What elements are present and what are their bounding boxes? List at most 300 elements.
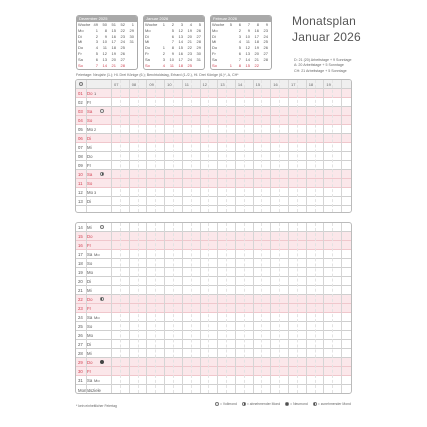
half-hour-divider: [226, 80, 227, 212]
half-hour-divider: [297, 80, 298, 212]
day-number: 20: [78, 279, 83, 284]
mini-calendar-weekday: Mi: [145, 39, 150, 45]
mini-calendar-day: 3: [162, 56, 165, 62]
mini-calendar-day: 8: [256, 22, 259, 27]
column-divider: [253, 80, 254, 212]
half-hour-divider: [208, 223, 209, 393]
mini-calendar-day: 12: [245, 45, 250, 51]
mini-calendar-day: 21: [187, 39, 192, 45]
note-line: A: 20 Arbeitstage + 5 Sonntage: [294, 63, 344, 68]
column-divider: [146, 80, 147, 212]
mini-calendar-weekday: Fr: [145, 51, 149, 56]
mini-calendar-day: 16: [111, 33, 116, 39]
mini-calendar-day: 17: [178, 56, 183, 62]
mini-calendar-day: 2: [162, 51, 165, 56]
day-number: 17: [78, 252, 83, 257]
mini-calendar-day: 29: [129, 27, 134, 33]
day-number: 09: [78, 163, 83, 168]
mini-calendar-day: 8: [238, 62, 241, 68]
weekday-label: So: [87, 324, 93, 329]
day-number: 11: [78, 181, 83, 186]
weekday-label: Sa: [87, 378, 93, 383]
column-divider: [288, 80, 289, 212]
hour-label: 12: [202, 82, 207, 87]
mini-calendar-day: 23: [187, 51, 192, 56]
mini-calendar-day: 4: [95, 45, 98, 51]
mini-calendar-day: 11: [102, 45, 107, 51]
day-number: 31: [78, 378, 83, 383]
weekday-label: Mo: [87, 270, 93, 275]
half-hour-divider: [332, 80, 333, 212]
day-row[interactable]: [76, 367, 351, 376]
week-number: Mo: [94, 315, 100, 320]
mini-calendar-day: 25: [263, 39, 268, 45]
hour-label: 19: [326, 82, 331, 87]
mini-calendar-day: 26: [196, 27, 201, 33]
mini-calendar-weekday: Mo: [212, 27, 218, 33]
half-hour-divider: [120, 80, 121, 212]
mini-calendar-weekday: Di: [78, 33, 82, 39]
hour-label: 09: [149, 82, 154, 87]
mini-calendar-day: 7: [238, 56, 241, 62]
mini-calendar-day: 22: [187, 45, 192, 51]
half-hour-divider: [191, 80, 192, 212]
moon-phase-icon: [100, 297, 104, 301]
mini-calendar-day: 6: [171, 33, 174, 39]
hour-label: 14: [237, 82, 243, 87]
day-row[interactable]: [76, 241, 351, 250]
mini-calendar-day: 1: [162, 22, 165, 27]
column-divider: [323, 80, 324, 212]
weekday-label: Mo: [87, 190, 93, 195]
workday-notes: [294, 58, 351, 74]
mini-calendar-day: 50: [102, 22, 107, 27]
mini-calendar-day: 8: [171, 45, 174, 51]
mini-calendar-weekday: Di: [145, 33, 149, 39]
mini-calendar-day: 4: [189, 22, 192, 27]
column-divider: [182, 80, 183, 212]
day-number: 05: [78, 127, 83, 132]
column-divider: [217, 223, 218, 393]
mini-calendar-weekday: Do: [212, 45, 218, 51]
weekday-label: Mo: [87, 333, 93, 338]
mini-calendar-day: 29: [196, 45, 201, 51]
day-row[interactable]: [76, 304, 351, 313]
half-hour-divider: [155, 223, 156, 393]
mini-calendar-day: 6: [238, 51, 241, 56]
day-row[interactable]: [76, 250, 351, 259]
day-row[interactable]: [76, 232, 351, 241]
mini-calendar-day: 31: [129, 39, 134, 45]
mini-calendar-day: 24: [263, 33, 268, 39]
day-row[interactable]: [76, 89, 351, 98]
mini-calendar-jan: [143, 15, 205, 70]
day-number: 12: [78, 190, 83, 195]
mini-calendar-day: 49: [93, 22, 98, 27]
note-line: CH: 21 Arbeitstage + 5 Sonntage: [294, 68, 347, 73]
mini-calendar-weekday: Woche: [145, 22, 158, 27]
half-hour-divider: [315, 223, 316, 393]
mini-calendar-day: 6: [238, 22, 241, 27]
mini-calendar-day: 12: [178, 27, 183, 33]
mini-calendar-weekday: Sa: [212, 56, 217, 62]
day-number: 19: [78, 270, 83, 275]
mini-calendar-day: 51: [111, 22, 116, 27]
mini-calendar-weekday: Fr: [212, 51, 216, 56]
day-number: 27: [78, 342, 83, 347]
planner-table-1: [75, 79, 352, 213]
weekday-label: Di: [87, 199, 92, 204]
weekday-label: So: [87, 118, 93, 123]
mini-calendar-day: 28: [196, 39, 201, 45]
day-row[interactable]: [76, 98, 351, 107]
mini-calendar-day: 12: [102, 51, 107, 56]
mini-calendar-weekday: Do: [78, 45, 84, 51]
mini-calendar-day: 10: [169, 56, 174, 62]
weekday-label: Fr: [87, 306, 92, 311]
weekday-label: Mi: [87, 288, 92, 293]
column-divider: [164, 223, 165, 393]
column-divider: [86, 80, 87, 212]
mini-calendar-day: 8: [104, 27, 107, 33]
mini-calendar-day: 1: [162, 45, 165, 51]
weekday-label: Di: [87, 342, 92, 347]
moon-legend: [210, 402, 351, 406]
mini-calendar-day: 20: [254, 51, 259, 56]
half-hour-divider: [155, 80, 156, 212]
day-number: 15: [78, 234, 83, 239]
mini-calendar-day: 14: [245, 56, 250, 62]
mini-calendar-day: 3: [180, 22, 183, 27]
day-row[interactable]: [76, 116, 351, 125]
mini-calendar-day: 16: [254, 27, 259, 33]
column-divider: [235, 223, 236, 393]
day-number: 07: [78, 145, 83, 150]
mini-calendar-day: 19: [187, 27, 192, 33]
day-row[interactable]: [76, 286, 351, 295]
mini-calendar-weekday: Mo: [145, 27, 151, 33]
column-divider: [129, 80, 130, 212]
mini-calendar-day: 9: [104, 33, 107, 39]
legend-label: = Neumond: [290, 402, 308, 406]
day-row[interactable]: [76, 322, 351, 331]
hour-label: 16: [273, 82, 278, 87]
half-hour-divider: [261, 80, 262, 212]
day-row[interactable]: [76, 143, 351, 152]
hour-label: 11: [184, 82, 189, 87]
day-number: 02: [78, 100, 83, 105]
day-row[interactable]: [76, 277, 351, 286]
mini-calendar-day: 5: [198, 22, 201, 27]
weekday-label: Sa: [87, 315, 93, 320]
hour-label: 13: [220, 82, 225, 87]
weekday-label: Fr: [87, 100, 92, 105]
day-number: 06: [78, 136, 83, 141]
column-divider: [270, 223, 271, 393]
hour-label: 10: [167, 82, 172, 87]
mini-calendar-day: 27: [263, 51, 268, 56]
day-row[interactable]: [76, 313, 351, 322]
mini-calendar-row: [78, 63, 136, 69]
mini-calendar-day: 13: [245, 51, 250, 56]
mini-calendar-title: Dezember 2025: [77, 16, 137, 22]
day-row[interactable]: [76, 331, 351, 340]
half-hour-divider: [332, 223, 333, 393]
hour-label: 07: [114, 82, 119, 87]
half-hour-divider: [173, 223, 174, 393]
day-number: 28: [78, 351, 83, 356]
weekday-label: Mo: [87, 127, 93, 132]
mini-calendar-day: 10: [102, 39, 107, 45]
column-divider: [200, 80, 201, 212]
mini-calendar-day: 1: [229, 62, 232, 68]
mini-calendar-day: 4: [238, 39, 241, 45]
day-number: 14: [78, 225, 83, 230]
mini-calendar-day: 1: [95, 27, 98, 33]
weekday-label: Do: [87, 297, 93, 302]
column-divider: [306, 223, 307, 393]
hour-label: 15: [255, 82, 261, 87]
moon-phase-icon: [215, 402, 219, 406]
column-divider: [235, 80, 236, 212]
weekday-label: Do: [87, 154, 93, 159]
weekday-label: Sa: [87, 109, 93, 114]
page-title: Monatsplan: [292, 14, 357, 28]
moon-phase-icon: [242, 402, 246, 406]
mini-calendar-weekday: So: [145, 62, 150, 68]
column-divider: [253, 223, 254, 393]
day-row[interactable]: [76, 107, 351, 116]
weekday-label: Fr: [87, 243, 92, 248]
day-row[interactable]: [76, 152, 351, 161]
mini-calendar-day: 3: [238, 33, 241, 39]
mini-calendar-day: 10: [245, 33, 250, 39]
day-number: 18: [78, 261, 83, 266]
mini-calendar-day: 23: [120, 33, 125, 39]
half-hour-divider: [138, 80, 139, 212]
legend-label: = zunehmender Mond: [317, 402, 351, 406]
mini-calendar-weekday: Mi: [78, 39, 83, 45]
mini-calendar-title: Januar 2026: [144, 16, 204, 22]
half-hour-divider: [244, 223, 245, 393]
mini-calendar-day: 2: [171, 22, 174, 27]
day-row[interactable]: [76, 197, 351, 206]
day-row[interactable]: [76, 125, 351, 134]
moon-phase-icon: [285, 402, 289, 406]
note-line: D: 21 (20) Arbeitstage + 9 Sonntage: [294, 58, 352, 62]
column-divider: [86, 223, 87, 393]
mini-calendar-day: 26: [120, 51, 125, 56]
mini-calendar-day: 23: [263, 27, 268, 33]
mini-calendar-weekday: Woche: [78, 22, 91, 27]
day-row[interactable]: [76, 161, 351, 170]
mini-calendar-day: 52: [120, 22, 125, 27]
day-number: 25: [78, 324, 83, 329]
mini-calendar-day: 5: [171, 27, 174, 33]
mini-calendar-day: 18: [254, 39, 259, 45]
mini-calendar-day: 15: [245, 62, 250, 68]
moon-phase-icon: [100, 225, 104, 229]
hour-label: 17: [291, 82, 296, 87]
mini-calendar-grid: [211, 22, 271, 69]
day-number: 13: [78, 199, 83, 204]
weekday-label: Mi: [87, 225, 92, 230]
mini-calendar-weekday: Sa: [78, 56, 83, 62]
monatsziele-row[interactable]: [76, 385, 351, 394]
column-divider: [217, 80, 218, 212]
weekday-label: So: [87, 261, 93, 266]
mini-calendar-day: 27: [120, 56, 125, 62]
column-divider: [341, 223, 342, 393]
mini-calendar-day: 22: [254, 62, 259, 68]
column-divider: [323, 223, 324, 393]
weekday-label: Mi: [87, 145, 92, 150]
mini-calendar-day: 5: [229, 22, 232, 27]
column-divider: [200, 223, 201, 393]
day-row[interactable]: [76, 295, 351, 304]
mini-calendar-day: 30: [129, 33, 134, 39]
mini-calendar-day: 7: [171, 39, 174, 45]
day-number: 26: [78, 333, 83, 338]
mini-calendar-weekday: So: [212, 62, 217, 68]
mini-calendar-day: 11: [169, 62, 174, 68]
day-row[interactable]: [76, 179, 351, 188]
day-number: 24: [78, 315, 83, 320]
weekday-label: Sa: [87, 172, 93, 177]
day-number: 10: [78, 172, 83, 177]
mini-calendar-day: 2: [238, 27, 241, 33]
day-row[interactable]: [76, 358, 351, 367]
mini-calendar-title: Februar 2026: [211, 16, 271, 22]
day-row[interactable]: [76, 349, 351, 358]
day-number: 22: [78, 297, 83, 302]
mini-calendar-day: 20: [187, 33, 192, 39]
mini-calendar-grid: [77, 22, 137, 69]
weekday-label: Di: [87, 279, 92, 284]
weekday-label: Sa: [87, 252, 93, 257]
column-divider: [306, 80, 307, 212]
day-number: 23: [78, 306, 83, 311]
mini-calendar-day: 14: [102, 62, 107, 68]
weekday-label: Mi: [87, 351, 92, 356]
day-number: 30: [78, 369, 83, 374]
weekday-label: Do: [87, 91, 93, 96]
column-divider: [341, 80, 342, 212]
half-hour-divider: [279, 80, 280, 212]
mini-calendar-day: 4: [162, 62, 165, 68]
mini-calendar-day: 28: [120, 62, 125, 68]
mini-calendar-day: 21: [254, 56, 259, 62]
mini-calendar-row: [212, 63, 270, 69]
mini-calendar-weekday: Fr: [78, 51, 82, 56]
monatsziele-label: Monatsziele: [78, 388, 101, 393]
day-row[interactable]: [76, 268, 351, 277]
holidays-line: Feiertage: Neujahr (1.); Hl. Drei Könige (6.); Berchtoldstag, Erhard (1./2.), Hl. Drei Könige (6.)*, A, CH*: [76, 73, 239, 77]
day-number: 08: [78, 154, 83, 159]
day-row[interactable]: [76, 376, 351, 385]
day-number: 29: [78, 360, 83, 365]
mini-calendar-day: 5: [238, 45, 241, 51]
mini-calendar-day: 18: [111, 45, 116, 51]
column-divider: [146, 223, 147, 393]
half-hour-divider: [297, 223, 298, 393]
half-hour-divider: [120, 223, 121, 393]
mini-calendar-day: 21: [111, 62, 116, 68]
week-number: Mo: [94, 378, 100, 383]
column-divider: [270, 80, 271, 212]
week-number: Mo: [94, 252, 100, 257]
mini-calendar-day: 9: [171, 51, 174, 56]
mini-calendar-day: 14: [178, 39, 183, 45]
day-row[interactable]: [76, 223, 351, 232]
day-number: 21: [78, 288, 83, 293]
mini-calendar-day: 18: [178, 62, 183, 68]
half-hour-divider: [226, 223, 227, 393]
week-number: 1: [94, 91, 97, 96]
half-hour-divider: [208, 80, 209, 212]
day-number: 04: [78, 118, 83, 123]
column-divider: [129, 223, 130, 393]
mini-calendar-day: 7: [95, 62, 98, 68]
mini-calendar-day: 5: [95, 51, 98, 56]
mini-calendar-day: 22: [120, 27, 125, 33]
mini-calendar-day: 19: [111, 51, 116, 56]
week-number: 2: [94, 127, 97, 132]
mini-calendar-day: 28: [263, 56, 268, 62]
mini-calendar-day: 9: [265, 22, 268, 27]
day-row[interactable]: [76, 259, 351, 268]
half-hour-divider: [261, 223, 262, 393]
mini-calendar-day: 30: [196, 51, 201, 56]
mini-calendar-day: 6: [95, 56, 98, 62]
moon-phase-icon: [313, 402, 317, 406]
hour-label: 08: [131, 82, 137, 87]
day-row[interactable]: [76, 188, 351, 197]
column-divider: [182, 223, 183, 393]
half-hour-divider: [279, 223, 280, 393]
column-divider: [111, 80, 112, 212]
day-row[interactable]: [76, 170, 351, 179]
column-divider: [111, 223, 112, 393]
moon-phase-icon: [100, 109, 104, 113]
mini-calendar-row: [145, 63, 203, 69]
mini-calendar-day: 19: [254, 45, 259, 51]
mini-calendar-weekday: So: [78, 62, 83, 68]
column-divider: [288, 223, 289, 393]
hour-label: 18: [308, 82, 314, 87]
mini-calendar-weekday: Do: [145, 45, 151, 51]
day-row[interactable]: [76, 340, 351, 349]
mini-calendar-day: 26: [263, 45, 268, 51]
legend-label: = Vollmond: [220, 402, 237, 406]
weekday-label: Do: [87, 360, 93, 365]
footnote: * kein einheitlicher Feiertag: [76, 404, 117, 408]
mini-calendar-day: 3: [95, 39, 98, 45]
mini-calendar-day: 9: [247, 27, 250, 33]
week-number: 3: [94, 190, 97, 195]
mini-calendar-day: 1: [131, 22, 134, 27]
half-hour-divider: [315, 80, 316, 212]
mini-calendar-weekday: Woche: [212, 22, 225, 27]
day-row[interactable]: [76, 134, 351, 143]
column-divider: [164, 80, 165, 212]
moon-phase-icon: [100, 172, 104, 176]
day-number: 16: [78, 243, 83, 248]
mini-calendar-day: 17: [111, 39, 116, 45]
mini-calendar-day: 11: [245, 39, 250, 45]
page-subtitle: Januar 2026: [292, 30, 361, 44]
weekday-label: Do: [87, 234, 93, 239]
